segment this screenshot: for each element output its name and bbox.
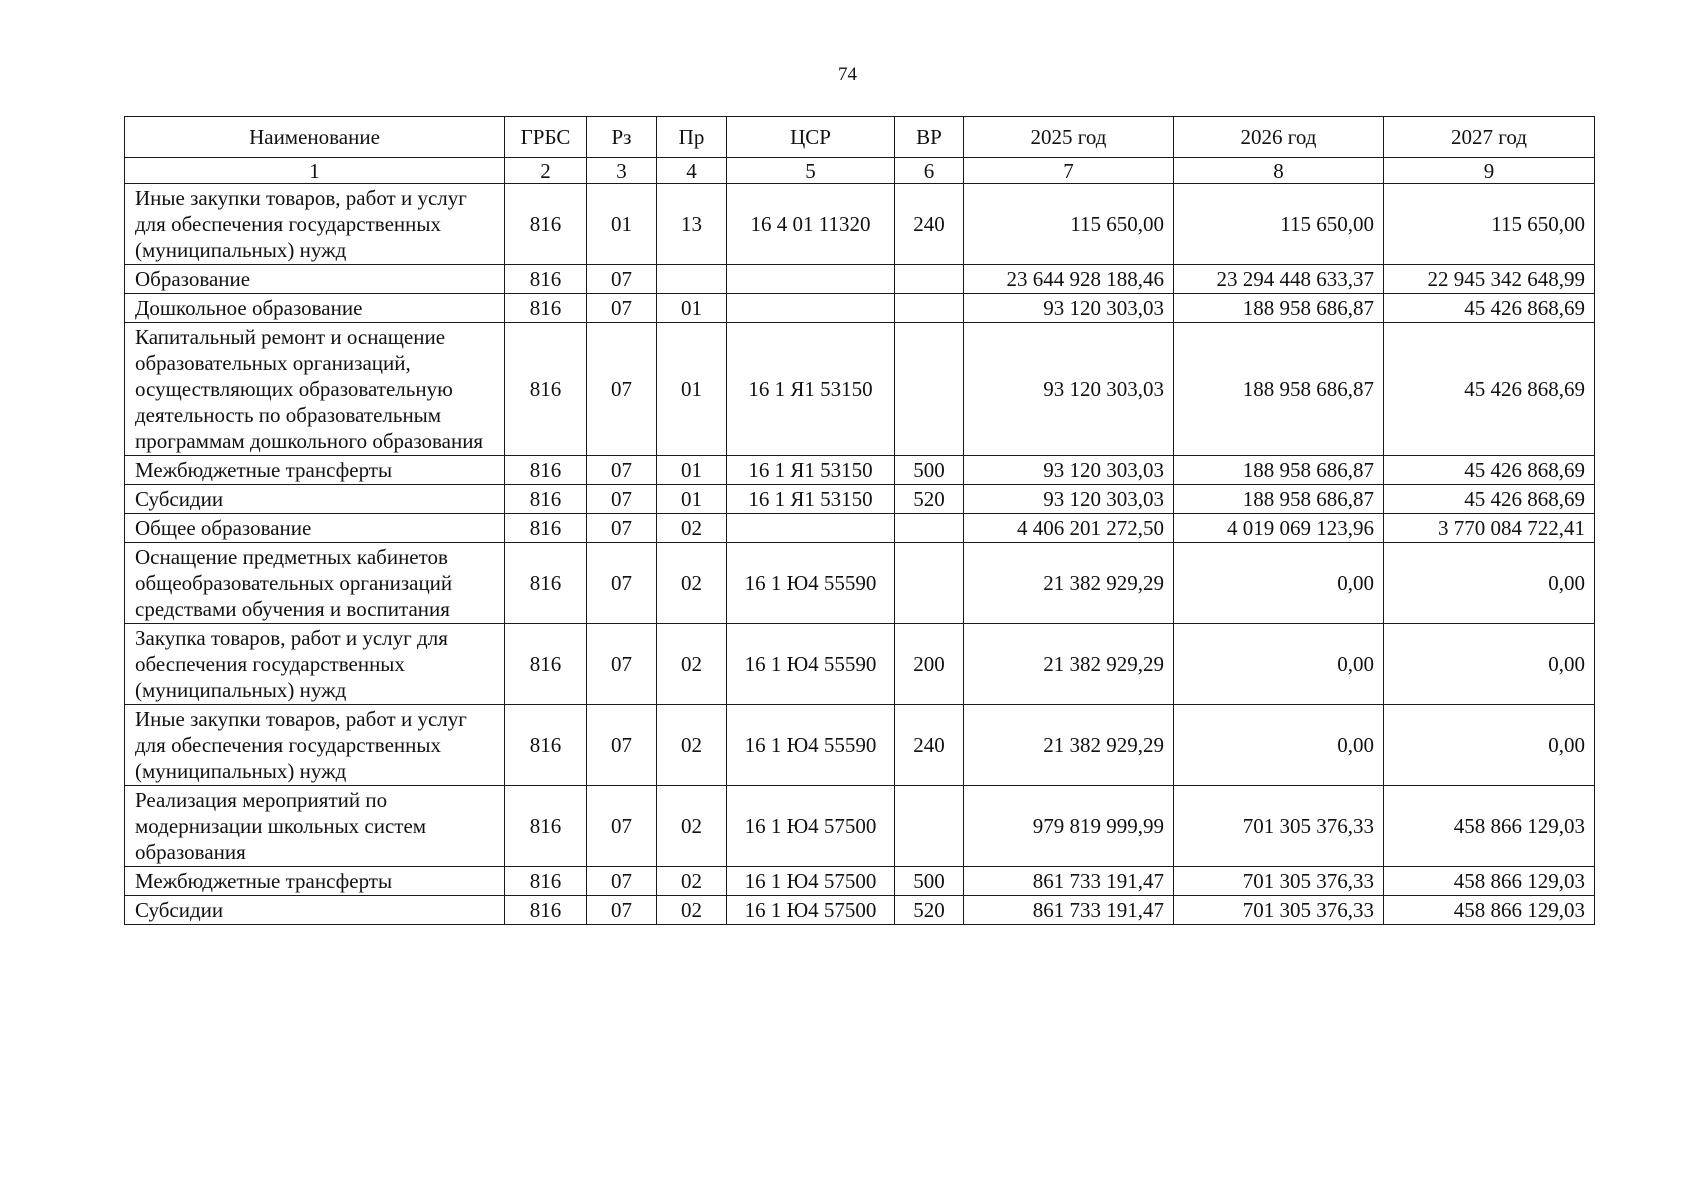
cell-pr: 01 (657, 294, 727, 323)
column-number: 8 (1174, 158, 1384, 184)
cell-pr: 02 (657, 786, 727, 867)
cell-grbs: 816 (505, 265, 587, 294)
header-name: Наименование (125, 117, 505, 158)
cell-rz: 07 (587, 786, 657, 867)
cell-vr: 500 (895, 456, 964, 485)
cell-rz: 07 (587, 485, 657, 514)
cell-pr (657, 265, 727, 294)
cell-rz: 07 (587, 867, 657, 896)
cell-name: Оснащение предметных кабинетов общеобразовательных организаций средствами обучения и воспитания (125, 543, 505, 624)
cell-grbs: 816 (505, 624, 587, 705)
cell-2025: 115 650,00 (964, 184, 1174, 265)
cell-vr (895, 265, 964, 294)
cell-vr (895, 323, 964, 456)
cell-2026: 701 305 376,33 (1174, 867, 1384, 896)
cell-pr: 02 (657, 624, 727, 705)
table-row (125, 485, 1595, 514)
cell-2025: 23 644 928 188,46 (964, 265, 1174, 294)
cell-2027: 3 770 084 722,41 (1384, 514, 1595, 543)
cell-name: Субсидии (125, 896, 505, 925)
cell-name: Капитальный ремонт и оснащение образовательных организаций, осуществляющих образовательную деятельность по образовательным программам дошкольного образования (125, 323, 505, 456)
cell-csr (727, 514, 895, 543)
table-row (125, 705, 1595, 786)
cell-2025: 21 382 929,29 (964, 624, 1174, 705)
cell-rz: 07 (587, 323, 657, 456)
cell-2027: 0,00 (1384, 705, 1595, 786)
table-row (125, 265, 1595, 294)
cell-name: Иные закупки товаров, работ и услуг для обеспечения государственных (муниципальных) нужд (125, 184, 505, 265)
cell-2025: 21 382 929,29 (964, 543, 1174, 624)
cell-2026: 188 958 686,87 (1174, 294, 1384, 323)
cell-2026: 701 305 376,33 (1174, 896, 1384, 925)
cell-grbs: 816 (505, 323, 587, 456)
cell-rz: 07 (587, 514, 657, 543)
cell-csr: 16 1 Ю4 55590 (727, 543, 895, 624)
cell-vr (895, 294, 964, 323)
cell-2027: 22 945 342 648,99 (1384, 265, 1595, 294)
cell-rz: 07 (587, 705, 657, 786)
cell-2026: 4 019 069 123,96 (1174, 514, 1384, 543)
cell-csr: 16 1 Ю4 57500 (727, 867, 895, 896)
column-number: 6 (895, 158, 964, 184)
cell-name: Закупка товаров, работ и услуг для обеспечения государственных (муниципальных) нужд (125, 624, 505, 705)
cell-csr: 16 1 Ю4 55590 (727, 624, 895, 705)
header-2027: 2027 год (1384, 117, 1595, 158)
cell-name: Иные закупки товаров, работ и услуг для обеспечения государственных (муниципальных) нужд (125, 705, 505, 786)
cell-pr: 01 (657, 485, 727, 514)
cell-2027: 45 426 868,69 (1384, 456, 1595, 485)
table-body (125, 158, 1595, 925)
table-row (125, 896, 1595, 925)
cell-2026: 188 958 686,87 (1174, 323, 1384, 456)
cell-rz: 07 (587, 543, 657, 624)
cell-rz: 07 (587, 896, 657, 925)
cell-2025: 93 120 303,03 (964, 456, 1174, 485)
cell-2027: 45 426 868,69 (1384, 485, 1595, 514)
cell-pr: 13 (657, 184, 727, 265)
cell-rz: 07 (587, 624, 657, 705)
table-row (125, 514, 1595, 543)
cell-name: Реализация мероприятий по модернизации школьных систем образования (125, 786, 505, 867)
cell-2026: 0,00 (1174, 624, 1384, 705)
cell-2026: 188 958 686,87 (1174, 485, 1384, 514)
cell-csr: 16 1 Я1 53150 (727, 485, 895, 514)
cell-vr (895, 543, 964, 624)
cell-pr: 01 (657, 323, 727, 456)
cell-2026: 188 958 686,87 (1174, 456, 1384, 485)
column-number: 3 (587, 158, 657, 184)
cell-name: Межбюджетные трансферты (125, 867, 505, 896)
cell-2027: 458 866 129,03 (1384, 867, 1595, 896)
cell-grbs: 816 (505, 456, 587, 485)
column-number: 4 (657, 158, 727, 184)
cell-grbs: 816 (505, 485, 587, 514)
cell-pr: 02 (657, 514, 727, 543)
table-row (125, 786, 1595, 867)
table-row (125, 323, 1595, 456)
cell-2026: 701 305 376,33 (1174, 786, 1384, 867)
cell-pr: 01 (657, 456, 727, 485)
cell-name: Дошкольное образование (125, 294, 505, 323)
cell-vr: 520 (895, 485, 964, 514)
cell-csr: 16 4 01 11320 (727, 184, 895, 265)
header-2026: 2026 год (1174, 117, 1384, 158)
header-csr: ЦСР (727, 117, 895, 158)
header-grbs: ГРБС (505, 117, 587, 158)
column-number: 1 (125, 158, 505, 184)
header-rz: Рз (587, 117, 657, 158)
cell-2025: 93 120 303,03 (964, 323, 1174, 456)
cell-2025: 979 819 999,99 (964, 786, 1174, 867)
cell-pr: 02 (657, 543, 727, 624)
cell-grbs: 816 (505, 896, 587, 925)
cell-vr (895, 514, 964, 543)
cell-2025: 93 120 303,03 (964, 294, 1174, 323)
cell-grbs: 816 (505, 294, 587, 323)
cell-rz: 07 (587, 456, 657, 485)
table-row (125, 624, 1595, 705)
cell-grbs: 816 (505, 543, 587, 624)
column-number: 2 (505, 158, 587, 184)
cell-2027: 45 426 868,69 (1384, 323, 1595, 456)
cell-2025: 861 733 191,47 (964, 867, 1174, 896)
cell-vr: 240 (895, 705, 964, 786)
column-number: 7 (964, 158, 1174, 184)
page-number: 74 (838, 64, 857, 85)
cell-2027: 45 426 868,69 (1384, 294, 1595, 323)
header-pr: Пр (657, 117, 727, 158)
cell-grbs: 816 (505, 514, 587, 543)
table-row (125, 867, 1595, 896)
cell-2026: 115 650,00 (1174, 184, 1384, 265)
cell-csr: 16 1 Ю4 57500 (727, 786, 895, 867)
header-row (125, 117, 1595, 158)
cell-rz: 01 (587, 184, 657, 265)
cell-pr: 02 (657, 896, 727, 925)
cell-csr: 16 1 Ю4 55590 (727, 705, 895, 786)
table-row (125, 456, 1595, 485)
budget-table (124, 116, 1595, 925)
cell-name: Общее образование (125, 514, 505, 543)
cell-2027: 458 866 129,03 (1384, 786, 1595, 867)
cell-name: Межбюджетные трансферты (125, 456, 505, 485)
column-number: 9 (1384, 158, 1595, 184)
column-number: 5 (727, 158, 895, 184)
cell-grbs: 816 (505, 867, 587, 896)
cell-2025: 93 120 303,03 (964, 485, 1174, 514)
cell-2027: 0,00 (1384, 543, 1595, 624)
cell-vr: 200 (895, 624, 964, 705)
cell-2026: 0,00 (1174, 705, 1384, 786)
cell-2025: 21 382 929,29 (964, 705, 1174, 786)
cell-csr: 16 1 Ю4 57500 (727, 896, 895, 925)
table-row (125, 543, 1595, 624)
cell-vr: 520 (895, 896, 964, 925)
cell-2026: 23 294 448 633,37 (1174, 265, 1384, 294)
cell-pr: 02 (657, 705, 727, 786)
header-vr: ВР (895, 117, 964, 158)
cell-grbs: 816 (505, 705, 587, 786)
cell-vr: 500 (895, 867, 964, 896)
table-row (125, 184, 1595, 265)
cell-rz: 07 (587, 294, 657, 323)
cell-2025: 4 406 201 272,50 (964, 514, 1174, 543)
cell-vr: 240 (895, 184, 964, 265)
cell-2025: 861 733 191,47 (964, 896, 1174, 925)
cell-name: Субсидии (125, 485, 505, 514)
cell-csr: 16 1 Я1 53150 (727, 456, 895, 485)
cell-2027: 458 866 129,03 (1384, 896, 1595, 925)
cell-rz: 07 (587, 265, 657, 294)
cell-2026: 0,00 (1174, 543, 1384, 624)
cell-2027: 115 650,00 (1384, 184, 1595, 265)
cell-vr (895, 786, 964, 867)
cell-2027: 0,00 (1384, 624, 1595, 705)
header-2025: 2025 год (964, 117, 1174, 158)
column-number-row (125, 158, 1595, 184)
cell-name: Образование (125, 265, 505, 294)
cell-csr (727, 294, 895, 323)
cell-csr: 16 1 Я1 53150 (727, 323, 895, 456)
cell-grbs: 816 (505, 786, 587, 867)
cell-csr (727, 265, 895, 294)
cell-pr: 02 (657, 867, 727, 896)
table-row (125, 294, 1595, 323)
cell-grbs: 816 (505, 184, 587, 265)
